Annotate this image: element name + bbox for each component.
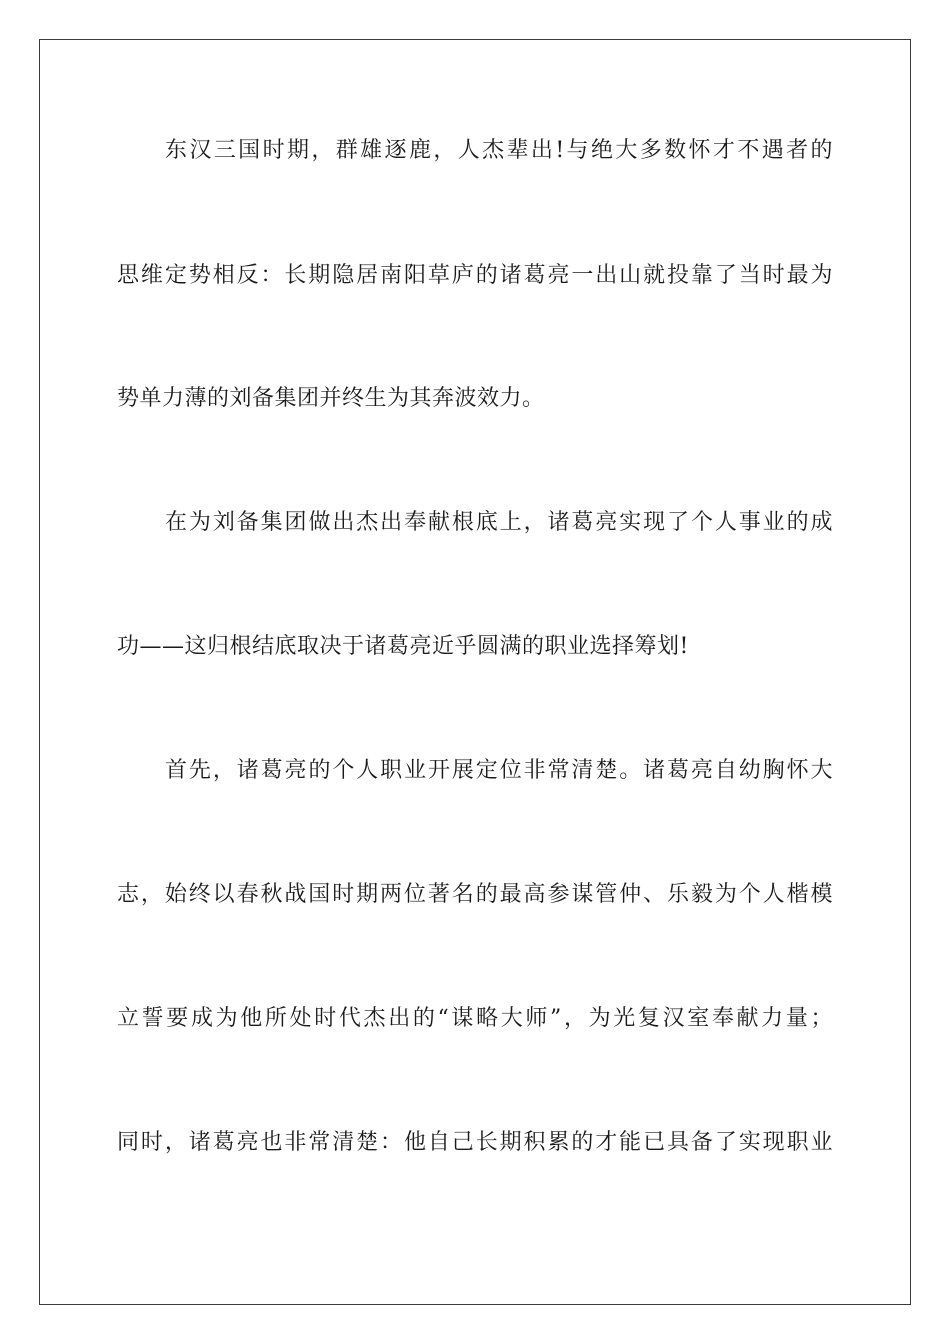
paragraph-1-line-1: 东汉三国时期，群雄逐鹿，人杰辈出!与绝大多数怀才不遇者的 bbox=[165, 138, 833, 163]
paragraph-2-line-2: 功——这归根结底取决于诸葛亮近乎圆满的职业选择筹划! bbox=[117, 634, 689, 659]
paragraph-3-line-3: 立誓要成为他所处时代杰出的“谋略大师”，为光复汉室奉献力量； bbox=[117, 1006, 833, 1031]
paragraph-3-line-1: 首先，诸葛亮的个人职业开展定位非常清楚。诸葛亮自幼胸怀大 bbox=[165, 758, 833, 783]
paragraph-3-line-2: 志，始终以春秋战国时期两位著名的最高参谋管仲、乐毅为个人楷模 bbox=[117, 882, 833, 907]
paragraph-1-line-2: 思维定势相反：长期隐居南阳草庐的诸葛亮一出山就投靠了当时最为 bbox=[117, 263, 833, 288]
paragraph-1-line-3: 势单力薄的刘备集团并终生为其奔波效力。 bbox=[117, 386, 545, 411]
paragraph-2-line-1: 在为刘备集团做出杰出奉献根底上，诸葛亮实现了个人事业的成 bbox=[165, 510, 833, 535]
page-border bbox=[39, 39, 911, 1305]
paragraph-3-line-4: 同时，诸葛亮也非常清楚：他自己长期积累的才能已具备了实现职业 bbox=[117, 1130, 833, 1155]
